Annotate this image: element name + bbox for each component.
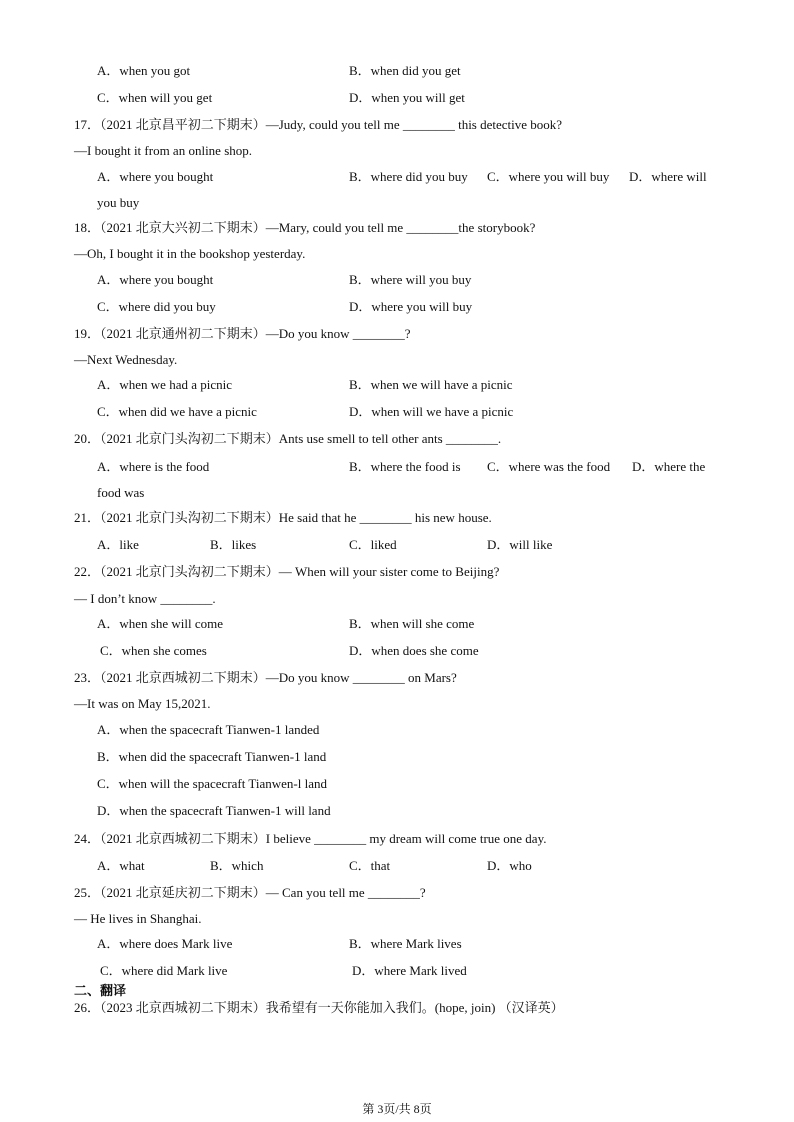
option-16-b: B．when did you get	[349, 63, 461, 78]
question-19: 19．（2021 北京通州初二下期末）—Do you know ________?	[74, 326, 411, 341]
option-23-c: C．when will the spacecraft Tianwen-l land	[97, 776, 327, 791]
option-19-d: D．when will we have a picnic	[349, 404, 514, 419]
option-16-d: D．when you will get	[349, 90, 465, 105]
question-22-reply: — I don’t know ________.	[74, 591, 216, 606]
question-23-reply: —It was on May 15,2021.	[74, 696, 211, 711]
option-25-a: A．where does Mark live	[97, 936, 233, 951]
option-23-a: A．when the spacecraft Tianwen-1 landed	[97, 722, 320, 737]
option-17-d-cont: you buy	[97, 195, 140, 210]
question-18: 18．（2021 北京大兴初二下期末）—Mary, could you tell me ________the storybook?	[74, 220, 536, 235]
section-heading-translation: 二、翻译	[74, 983, 127, 998]
option-20-d-cont: food was	[97, 485, 145, 500]
option-19-a: A．when we had a picnic	[97, 377, 233, 392]
option-21-d: D．will like	[487, 537, 553, 552]
option-25-c: C．where did Mark live	[100, 963, 228, 978]
option-18-b: B．where will you buy	[349, 272, 472, 287]
question-18-reply: —Oh, I bought it in the bookshop yesterday.	[74, 246, 306, 261]
question-26: 26．（2023 北京西城初二下期末）我希望有一天你能加入我们。(hope, join) （汉译英）	[74, 1000, 564, 1015]
option-23-b: B．when did the spacecraft Tianwen-1 land	[97, 749, 327, 764]
question-17-reply: —I bought it from an online shop.	[74, 143, 253, 158]
option-16-a: A．when you got	[97, 63, 191, 78]
question-24: 24．（2021 北京西城初二下期末）I believe ________ my dream will come true one day.	[74, 831, 547, 846]
question-25: 25．（2021 北京延庆初二下期末）— Can you tell me ________?	[74, 885, 426, 900]
option-21-a: A．like	[97, 537, 139, 552]
option-21-c: C．liked	[349, 537, 397, 552]
question-21: 21．（2021 北京门头沟初二下期末）He said that he ________ his new house.	[74, 510, 492, 525]
option-16-c: C．when will you get	[97, 90, 213, 105]
option-22-d: D．when does she come	[349, 643, 479, 658]
question-23: 23．（2021 北京西城初二下期末）—Do you know ________ on Mars?	[74, 670, 457, 685]
option-20-c: C．where was the food	[487, 459, 611, 474]
question-22: 22．（2021 北京门头沟初二下期末）— When will your sister come to Beijing?	[74, 564, 500, 579]
option-21-b: B．likes	[210, 537, 257, 552]
option-25-b: B．where Mark lives	[349, 936, 462, 951]
option-17-a: A．where you bought	[97, 169, 214, 184]
option-20-b: B．where the food is	[349, 459, 461, 474]
option-23-d: D．when the spacecraft Tianwen-1 will land	[97, 803, 331, 818]
question-17: 17．（2021 北京昌平初二下期末）—Judy, could you tell me ________ this detective book?	[74, 117, 563, 132]
option-17-c: C．where you will buy	[487, 169, 610, 184]
option-20-d: D．where the	[632, 459, 706, 474]
option-18-d: D．where you will buy	[349, 299, 473, 314]
option-24-b: B．which	[210, 858, 264, 873]
option-22-a: A．when she will come	[97, 616, 224, 631]
page-number: 第 3页/共 8页	[362, 1102, 432, 1116]
question-19-reply: —Next Wednesday.	[74, 352, 178, 367]
option-17-d: D．where will	[629, 169, 707, 184]
option-22-c: C．when she comes	[100, 643, 207, 658]
option-24-c: C．that	[349, 858, 391, 873]
question-25-reply: — He lives in Shanghai.	[74, 911, 202, 926]
option-20-a: A．where is the food	[97, 459, 210, 474]
option-18-a: A．where you bought	[97, 272, 214, 287]
option-25-d: D．where Mark lived	[352, 963, 467, 978]
option-19-b: B．when we will have a picnic	[349, 377, 513, 392]
option-19-c: C．when did we have a picnic	[97, 404, 257, 419]
question-20: 20．（2021 北京门头沟初二下期末）Ants use smell to tell other ants ________.	[74, 431, 502, 446]
option-17-b: B．where did you buy	[349, 169, 468, 184]
option-22-b: B．when will she come	[349, 616, 475, 631]
option-24-a: A．what	[97, 858, 145, 873]
option-18-c: C．where did you buy	[97, 299, 216, 314]
option-24-d: D．who	[487, 858, 532, 873]
